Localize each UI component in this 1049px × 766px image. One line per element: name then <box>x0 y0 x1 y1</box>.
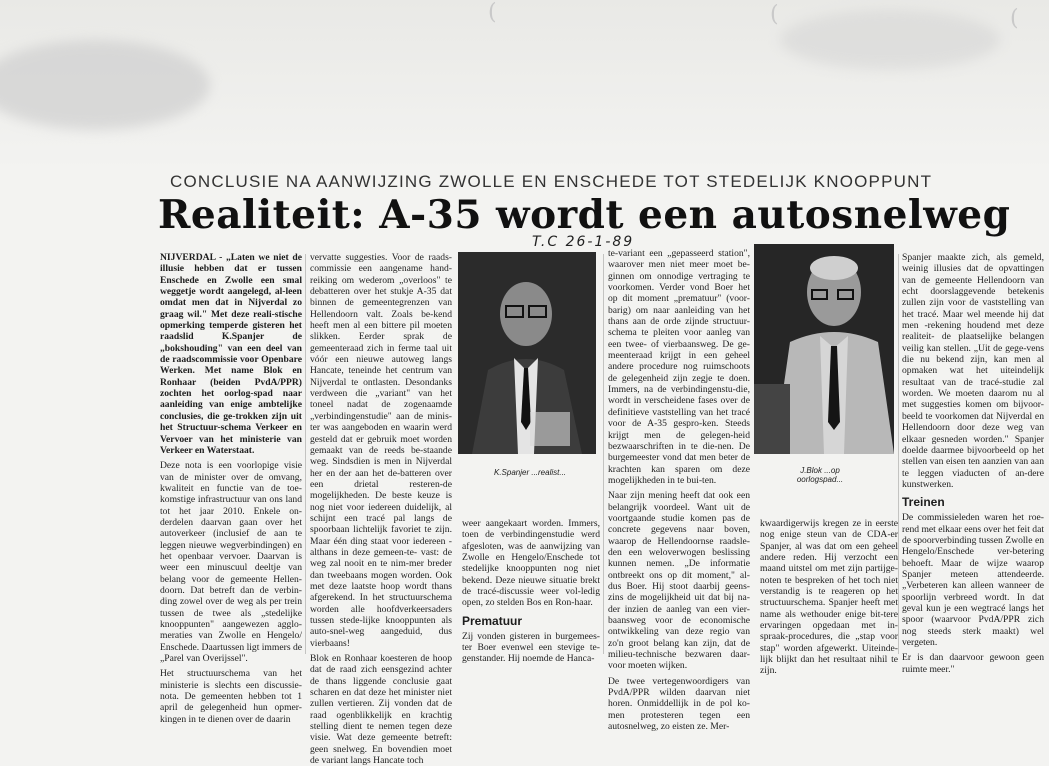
photo-caption-spanjer: K.Spanjer ...realist... <box>493 468 567 477</box>
lead-paragraph: NIJVERDAL - „Laten we niet de illusie hebben dat er tussen Enschede en Zwolle een smal weggetje wordt aangelegd, al-leen omdat men dat in Nijverdal zo graag wil." Met deze reali-stische opmerking temperde gisteren het raadslid K.Spanjer de „bokshouding" van een deel van de raadscommissie voor Openbare Werken. Met name Blok en Ronhaar (beiden PvdA/PPR) zochten het oorlog-spad naar aanleiding van enige ambtelijke conclusies, die ge-trokken zijn uit het Structuur-schema Verkeer en Vervoer van het ministerie van Verkeer en Waterstaat. <box>160 252 302 456</box>
paragraph: vervatte suggesties. Voor de raads-commissie een aangename hand-reiking om wederom „overloos" te debatteren over het stukje A-35 dat binnen de gemeentegrenzen van Hellendoorn valt. Zoals be-kend heeft men al een bittere pil moeten slikken. Eerder sprak de gemeenteraad zich in ferme taal uit vóór een nieuwe autoweg langs Hancate, teneinde het centrum van Nijverdal te ontlasten. Desondanks verdween die „variant" van het toneel nadat de zogenaamde „verbindingenstudie" aan de minis-ter was aangeboden en waarin werd gesteld dat er gebruik moet worden gemaakt van de reeds be-staande weg. Sindsdien is men in Nijverdal her en der aan het de-batteren over een drietal resteren-de mogelijkheden. De beste keuze is nog niet voor iedereen duidelijk, al schijnt een tracé pal langs de spoorbaan lichtelijk favoriet te zijn. Maar één ding staat voor iedereen -althans in deze gemeen-te- vast: de weg zal nooit en te nim-mer breder dan tweebaans mogen worden. Ook met deze laatste hoop wordt thans afgerekend. In het structuurschema worden alle hoofdverkeersaders tussen stede-lijke knooppunten als auto-snel-weg aangeduid, dus vierbaans! <box>310 252 452 649</box>
paragraph: weer aangekaart worden. Immers, toen de verbindingenstudie werd afgesloten, was de aanwijzing van Zwolle en Hengelo/Enschede tot stedelijke knooppunten nog niet bekend. Deze nieuwe situatie brekt de tracé-discussie weer vol-ledig open, zo stelden Bos en Ron-haar. <box>462 518 600 609</box>
column-divider <box>603 254 604 654</box>
article-column-1 <box>160 252 302 725</box>
article-column-6 <box>902 252 1044 675</box>
portrait-illustration <box>458 252 596 454</box>
article-column-4 <box>608 248 750 733</box>
column-divider <box>305 254 306 654</box>
paragraph: Naar zijn mening heeft dat ook een belangrijk voordeel. Want uit de voortgaande studie komen pas de concrete gegevens naar boven, waarop de Hellendoornse raadsle-den een weloverwogen beslissing kunnen nemen. „De informatie ontbreekt ons op dit moment," al-dus Boer. Hij stoot daarbij geens-zins de mogelijkheid uit dat bij na-der inzien de aanleg van een vier-baansweg voor de economische ontwikkeling van deze regio van zo'n groot belang kan zijn, dat de milieu-technische bezwaren daar-voor moeten wijken. <box>608 490 750 672</box>
photo-j-blok <box>754 244 894 454</box>
article-headline: Realiteit: A-35 wordt een autosnelweg <box>158 192 1011 238</box>
article-column-2 <box>310 252 452 766</box>
paragraph: De twee vertegenwoordigers van PvdA/PPR wilden daarvan niet horen. Onmiddellijk in de pol ko-men protesteren tegen een autosnelweg, zo eisten ze. Mer- <box>608 675 750 733</box>
column-divider <box>898 254 899 654</box>
scan-mark: ( <box>488 0 497 25</box>
photo-k-spanjer <box>458 252 596 454</box>
article-kicker: CONCLUSIE NA AANWIJZING ZWOLLE EN ENSCHEDE TOT STEDELIJK KNOOPPUNT <box>170 172 933 191</box>
scan-mark: ( <box>1010 6 1019 31</box>
subheading-prematuur: Prematuur <box>462 613 523 628</box>
paragraph: De commissieleden waren het roe-rend met elkaar eens over het feit dat de spoorverbinding tussen Zwolle en Hengelo/Enschede ver-betering behoeft. Maar de wijze waarop Spanjer meteen attendeerde. „Verbeteren kan alleen wanneer de spoorlijn verbreed wordt. In dat geval kun je een wegtracé langs het spoor (waarvoor PvdA/PPR zich nog steeds sterk maakt) wel vergeten. <box>902 512 1044 648</box>
paragraph: Blok en Ronhaar koesteren de hoop dat de raad zich eensgezind achter de thans liggende conclusie gaat scharen en dat deze het minister niet zullen vertieren. Zij vonden dat de raad ogenblikkelijk en krachtig stelling dient te nemen tegen deze visie. Wat deze gemeente betreft: geen snelweg. En bovendien moet de variant langs Hancate toch <box>310 653 452 766</box>
paragraph: Het structuurschema van het ministerie is slechts een discussie-nota. De gemeenten hebben tot 1 april de gelegenheid hun opmer-kingen in te dienen over de daarin <box>160 668 302 725</box>
article-column-5 <box>760 518 898 677</box>
paragraph: te-variant een „gepasseerd station", waarover men niet meer moet be-ginnen om onnodige vertraging te voorkomen. Verder vond Boer het op dit moment „prematuur" (voor-barig) om naar aanleiding van het thans aan de orde zijnde structuur-schema te pleiten voor aanleg van een twee- of vierbaansweg. De ge-meenteraad krijgt in een geheel andere procedure nog ruimschoots de gelegenheid zijn zegje te doen. Immers, na de verbindingenstu-die, wordt in verscheidene fases over de definitieve vaststelling van het tracé voor de A-35 gespro-ken. Steeds krijgt men de gelegen-heid bezwaarschriften in te die-nen. De burgemeester vond dat men beter de krachten kan sparen om deze mogelijkheden in te bui-ten. <box>608 248 750 486</box>
paragraph: Zij vonden gisteren in burgemees-ter Boer evenwel een stevige te-genstander. Hij noemde de Hanca- <box>462 630 600 665</box>
portrait-illustration <box>754 244 894 454</box>
paragraph: Deze nota is een voorlopige visie van de minister over de omvang, kwaliteit en functie van de toe-komstige infrastructuur van ons land tot het jaar 2010. Enkele on-derdelen daarvan gaan over het autoverkeer (inclusief de aan te leggen nieuwe wegverbindingen) en het openbaar vervoer. Daarvan is weer een minuscuul deeltje van belang voor de gemeente Hellen-doorn. Dat betreft dan de verbin-ding zowel over de weg als per trein tussen de twee als „stedelijke knooppunten" aangewezen agglo-meraties van Zwolle en Hengelo/ Enschede. Daartussen ligt immers de „Parel van Overijssel". <box>160 460 302 665</box>
scan-mark: ( <box>770 2 779 27</box>
paragraph: Er is dan daarvoor gewoon geen ruimte meer." <box>902 652 1044 675</box>
photo-caption-blok: J.Blok ...op oorlogspad... <box>796 466 844 484</box>
scan-smudge <box>780 10 1000 70</box>
paragraph: Spanjer maakte zich, als gemeld, weinig illusies dat de opvattingen van de gemeente Hellendoorn van echt doorslaggevende betekenis zullen zijn voor de vaststelling van het tracé. Maar wel meende hij dat men -rekening houdend met deze realiteit- de plaatselijke belangen veilig kan stellen. „Uit de gege-vens die nu bekend zijn, kan men al opmaken wat het uiteindelijk resultaat van de tracé-studie zal worden. We moeten daarom nu al met suggesties komen om bijvoor-beeld te voorkomen dat Nijverdal en Hellendoorn door deze weg van elkaar gesneden worden." Spanjer doelde daarmee bijvoorbeeld op het stellen van eisen ten aanzien van aan te leggen viaducten of an-dere kunstwerken. <box>902 252 1044 490</box>
article-column-3 <box>462 518 600 665</box>
paragraph: kwaardigerwijs kregen ze in eerste nog enige steun van de CDA-er Spanjer, al was dat om een geheel andere reden. Hij verzocht een maand uitstel om met zijn partijge-noten te bespreken of het toch niet verstandig is te reageren op het structuurschema. Spanjer heeft met name als wethouder enige bit-tere ervaringen opgedaan met in-spraak-procedures, die „stap voor stap" worden afgewerkt. Uiteinde-lijk blijkt dan het resultaat nihil te zijn. <box>760 518 898 677</box>
subheading-treinen: Treinen <box>902 495 945 510</box>
handwritten-date-note: T.C 26-1-89 <box>532 234 635 250</box>
